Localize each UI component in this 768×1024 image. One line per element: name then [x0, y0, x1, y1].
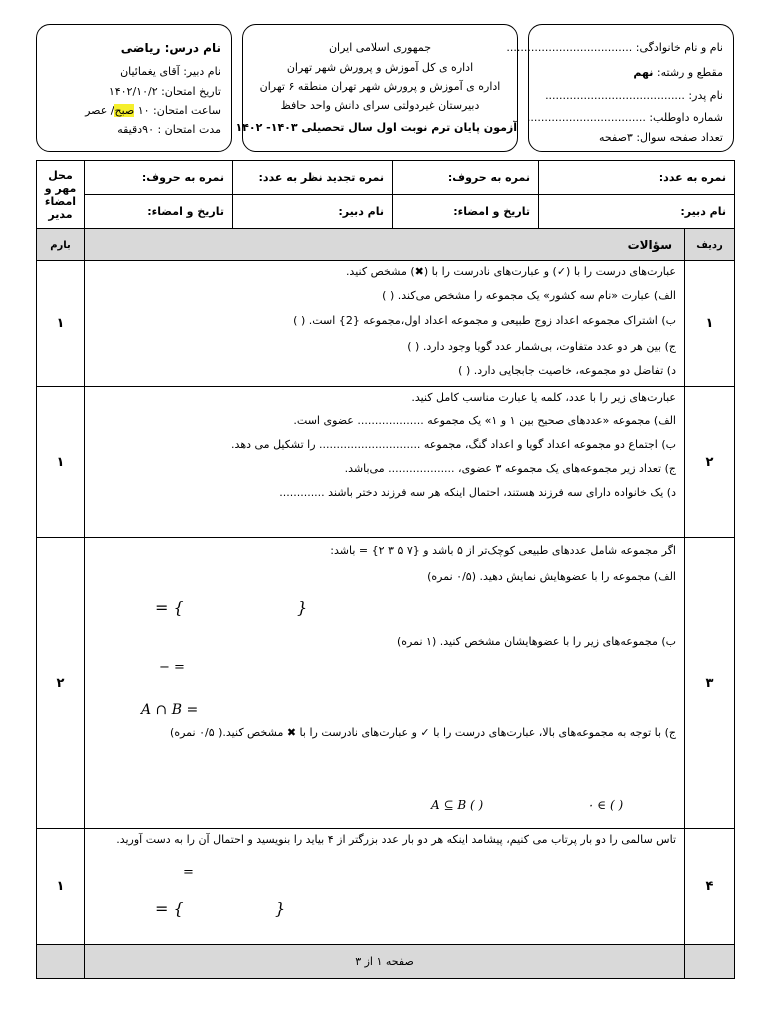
- grade-value: نهم: [633, 66, 654, 79]
- question-score: [37, 538, 85, 829]
- revision-cell: [233, 161, 393, 195]
- exam-time: [85, 104, 221, 117]
- q2-item-b: ب) اجتماع دو مجموعه اعداد گویا و اعداد گنگ، مجموعه ............................. را تشکیل می دهد.: [231, 438, 676, 451]
- row-label-header: [685, 229, 735, 261]
- q3-set-eq-text: = {: [155, 598, 184, 617]
- question-score-text: ۱: [56, 316, 65, 331]
- q3-intersection: [141, 702, 198, 718]
- teacher-name-2-cell: [233, 195, 393, 229]
- q1-item-d: د) تفاضل دو مجموعه، خاصیت جابجایی دارد. ( ): [458, 364, 676, 377]
- revision-letters-label: نمره به حروف:: [141, 171, 224, 184]
- grade-field: [633, 66, 723, 79]
- date-sign-label: تاریخ و امضاء:: [453, 205, 530, 218]
- q1-item-c: ج) بین هر دو عدد متفاوت، بی‌شمار عدد گویا وجود دارد. ( ): [407, 340, 676, 353]
- q3-part-b: ب) مجموعه‌های زیر را با عضوهایشان مشخص کنید. (۱ نمره): [396, 635, 676, 648]
- q2-item-a: الف) مجموعه «عددهای صحیح بین ۱ و ۱» یک مجموعه ................... عضوی است.: [293, 414, 676, 427]
- question-number-text: ۴: [705, 879, 714, 894]
- header-line-3: اداره ی آموزش و پرورش شهر تهران منطقه ۶ تهران: [259, 80, 501, 93]
- q3-intersection-text: A ∩ B =: [141, 702, 199, 718]
- q1-instruction: عبارت‌های درست را با (✓) و عبارت‌های نادرست را با (✖) مشخص کنید.: [345, 265, 676, 278]
- page-footer: [85, 945, 685, 979]
- question-row-2: [37, 387, 735, 538]
- questions-header: [85, 229, 685, 261]
- score-digits-label: نمره به عدد:: [658, 171, 726, 184]
- q3-set-close-text: }: [297, 598, 308, 617]
- footer-row: [37, 945, 735, 979]
- q2-item-d: د) یک خانواده دارای سه فرزند هستند، احتمال اینکه هر سه فرزند دختر باشند .............: [279, 486, 676, 499]
- q4-statement: تاس سالمی را دو بار پرتاب می کنیم، پیشامد اینکه هر دو بار عدد بزرگتر از ۴ بیاید را بنویسید و احتمال آن را به دست آورید.: [116, 833, 676, 846]
- page-count: تعداد صفحه سوال: ۳صفحه: [599, 131, 723, 144]
- header-line-2: اداره ی کل آموزش و پرورش شهر تهران: [286, 61, 474, 74]
- date-sign-2-cell: [85, 195, 233, 229]
- q3-statement: اگر مجموعه شامل عددهای طبیعی کوچک‌تر از ۵ باشد و {۷ ۵ ۳ ۲} = باشد:: [330, 544, 676, 557]
- q4-equation: [183, 865, 194, 880]
- question-number: [685, 538, 735, 829]
- footer-cell-right: [37, 945, 85, 979]
- course-info-box: [36, 24, 232, 152]
- q4-set-brace-close: [275, 899, 285, 918]
- q1-item-b: ب) اشتراک مجموعه اعداد زوج طبیعی و مجموعه اعداد اول،مجموعه {2} است. ( ): [293, 314, 676, 327]
- question-number-text: ۱: [705, 316, 714, 331]
- q3-member-text: ۰ ∈ ( ): [587, 798, 624, 812]
- question-score-text: ۱: [56, 454, 65, 470]
- q3-subset-text: A ⊆ B ( ): [431, 798, 484, 812]
- q2-item-c: ج) تعداد زیر مجموعه‌های یک مجموعه ۳ عضوی، ................... می‌باشد.: [344, 462, 676, 475]
- question-score-text: ۲: [56, 675, 65, 691]
- questions-header-text: سؤالات: [627, 237, 672, 252]
- q3-subset-statement: [431, 798, 483, 812]
- q3-set-brace-close: [297, 598, 307, 617]
- question-row-3: [37, 538, 735, 829]
- q3-part-c: ج) با توجه به مجموعه‌های بالا، عبارت‌های درست را با ✓ و عبارت‌های نادرست را با ✖ مشخص کنید.( ۰/۵ نمره): [170, 726, 676, 739]
- question-score: [37, 387, 85, 538]
- question-score: [37, 829, 85, 945]
- student-number-field: شماره داوطلب: ..................................: [526, 111, 723, 124]
- exam-date: تاریخ امتحان: ۱۴۰۲/۱۰/۲: [108, 85, 221, 98]
- q3-minus-text: − =: [159, 660, 185, 675]
- question-2-content: [85, 387, 684, 537]
- question-body: [85, 387, 685, 538]
- revision-label: نمره تجدید نظر به عدد:: [258, 171, 384, 184]
- revision-letters-cell: [85, 161, 233, 195]
- question-4-content: [85, 829, 684, 944]
- q3-part-a: الف) مجموعه را با عضوهایش نمایش دهید. (۰/۵ نمره): [427, 570, 676, 583]
- question-row-1: [37, 261, 735, 387]
- question-body: [85, 538, 685, 829]
- student-info-box: [506, 24, 734, 152]
- question-body: [85, 261, 685, 387]
- grading-row-1: [37, 161, 735, 195]
- questions-header-row: [37, 229, 735, 261]
- question-number: [685, 829, 735, 945]
- q4-eq-text: =: [183, 865, 194, 880]
- teacher-name-2-label: نام دبیر:: [338, 205, 384, 218]
- grading-row-2: [37, 195, 735, 229]
- question-number-text: ۲: [705, 454, 714, 470]
- question-3-content: [85, 538, 684, 828]
- question-score-text: ۱: [56, 879, 65, 894]
- grade-label: مقطع و رشته:: [653, 66, 723, 79]
- q3-set-brace-open: [155, 598, 184, 617]
- score-letters-cell: [393, 161, 539, 195]
- course-teacher: نام دبیر: آقای یغمائیان: [120, 65, 221, 78]
- teacher-name-cell: [539, 195, 735, 229]
- teacher-name-label: نام دبیر:: [680, 205, 726, 218]
- q1-item-a: الف) عبارت «نام سه کشور» یک مجموعه را مشخص می‌کند. ( ): [382, 289, 676, 302]
- score-letters-label: نمره به حروف:: [447, 171, 530, 184]
- footer-cell-left: [685, 945, 735, 979]
- father-name-field: نام پدر: ........................................: [545, 89, 723, 102]
- date-sign-2-label: تاریخ و امضاء:: [147, 205, 224, 218]
- school-info-box: [235, 24, 518, 152]
- score-digits-cell: [539, 161, 735, 195]
- header-line-4: دبیرستان غیردولتی سرای دانش واحد حافظ: [280, 99, 480, 112]
- q4-set-close-text: }: [275, 899, 286, 918]
- question-number: [685, 387, 735, 538]
- student-name-field: نام و نام خانوادگی: ....................................: [506, 41, 723, 54]
- principal-label: محل مهر و امضاء مدیر: [44, 168, 77, 221]
- q4-set-brace-open: [155, 899, 184, 918]
- date-sign-cell: [393, 195, 539, 229]
- row-label-text: ردیف: [696, 240, 723, 251]
- exam-duration: مدت امتحان : ۹۰دقیقه: [117, 123, 221, 136]
- question-1-content: [85, 261, 684, 386]
- score-header-text: بارم: [50, 240, 71, 251]
- course-subject: نام درس: ریاضی: [120, 41, 221, 55]
- q4-set-eq-text: = {: [155, 899, 184, 918]
- header-line-1: جمهوری اسلامی ایران: [328, 41, 432, 54]
- question-number: [685, 261, 735, 387]
- q3-set-difference: [159, 660, 185, 675]
- exam-time-morning: صبح: [114, 104, 135, 117]
- score-header: [37, 229, 85, 261]
- exam-table: [36, 160, 735, 979]
- question-score: [37, 261, 85, 387]
- q3-member-statement: [587, 798, 623, 812]
- question-number-text: ۳: [705, 675, 714, 691]
- exam-time-prefix: ساعت امتحان: ۱۰: [134, 104, 221, 117]
- q2-instruction: عبارت‌های زیر را با عدد، کلمه یا عبارت مناسب کامل کنید.: [411, 391, 676, 404]
- question-row-4: [37, 829, 735, 945]
- principal-cell: [37, 161, 85, 229]
- page-footer-text: صفحه ۱ از ۳: [355, 955, 414, 968]
- exam-time-suffix: / عصر: [85, 104, 115, 117]
- exam-title: آزمون پایان ترم نوبت اول سال تحصیلی ۱۴۰۳- ۱۴۰۲: [235, 121, 517, 134]
- question-body: [85, 829, 685, 945]
